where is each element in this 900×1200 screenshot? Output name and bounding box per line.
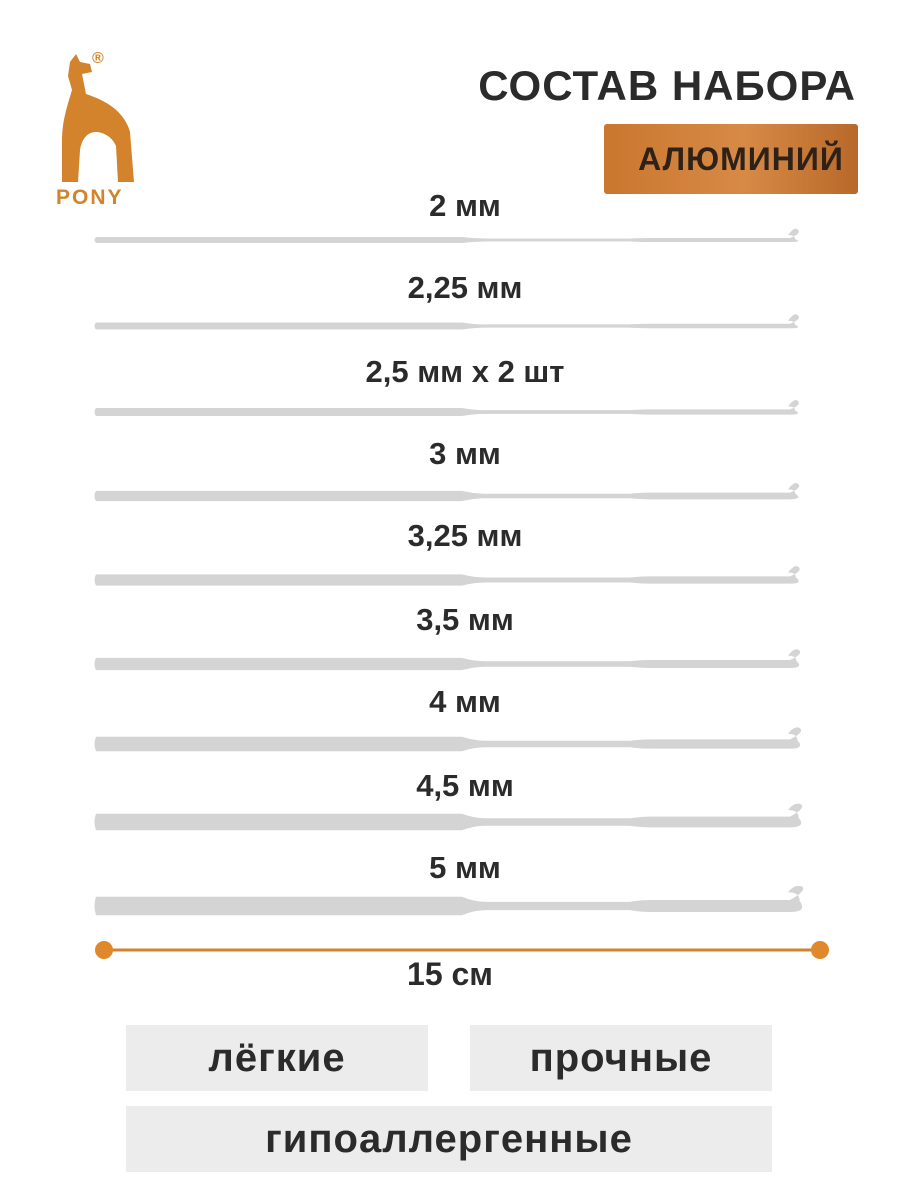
hook-body [95, 658, 791, 670]
hook-body [95, 574, 791, 585]
feature-hypoallergenic: гипоаллергенные [126, 1106, 772, 1172]
crochet-hook-image [0, 558, 900, 598]
hook-label: 2,25 мм [407, 270, 523, 305]
crochet-hook-image [0, 474, 900, 514]
material-badge [604, 124, 858, 194]
crochet-hook-image [0, 800, 900, 840]
hook-body [95, 237, 791, 243]
hook-body [95, 897, 791, 916]
hook-tip [788, 804, 802, 828]
ruler-start-dot [95, 941, 113, 959]
registered-mark: ® [92, 50, 104, 67]
hook-body [95, 491, 791, 501]
hook-tip [788, 886, 803, 912]
crochet-hook-image [0, 304, 900, 344]
hook-body [95, 737, 791, 751]
page-title: СОСТАВ НАБОРА [478, 62, 856, 109]
hook-label: 5 мм [429, 850, 501, 885]
hook-label: 2 мм [429, 188, 501, 223]
hook-label: 3 мм [429, 436, 501, 471]
feature-light: лёгкие [126, 1025, 428, 1091]
length-label: 15 см [407, 956, 493, 992]
crochet-hook-image [0, 884, 900, 924]
pony-horse-icon [52, 50, 142, 190]
crochet-hook-image [0, 218, 900, 258]
hook-body [95, 814, 791, 831]
brand-name: PONY [56, 186, 124, 209]
crochet-hook-image [0, 642, 900, 682]
ruler-end-dot [811, 941, 829, 959]
hook-label: 3,25 мм [407, 518, 523, 553]
hook-label: 4,5 мм [416, 768, 514, 803]
material-label: АЛЮМИНИЙ [638, 140, 844, 177]
hook-body [95, 408, 791, 416]
hook-body [95, 322, 791, 329]
hook-label: 4 мм [429, 684, 501, 719]
hook-label: 3,5 мм [416, 602, 514, 637]
feature-durable: прочные [470, 1025, 772, 1091]
crochet-hook-image [0, 390, 900, 430]
crochet-hook-image [0, 722, 900, 762]
hook-label: 2,5 мм х 2 шт [365, 354, 565, 389]
